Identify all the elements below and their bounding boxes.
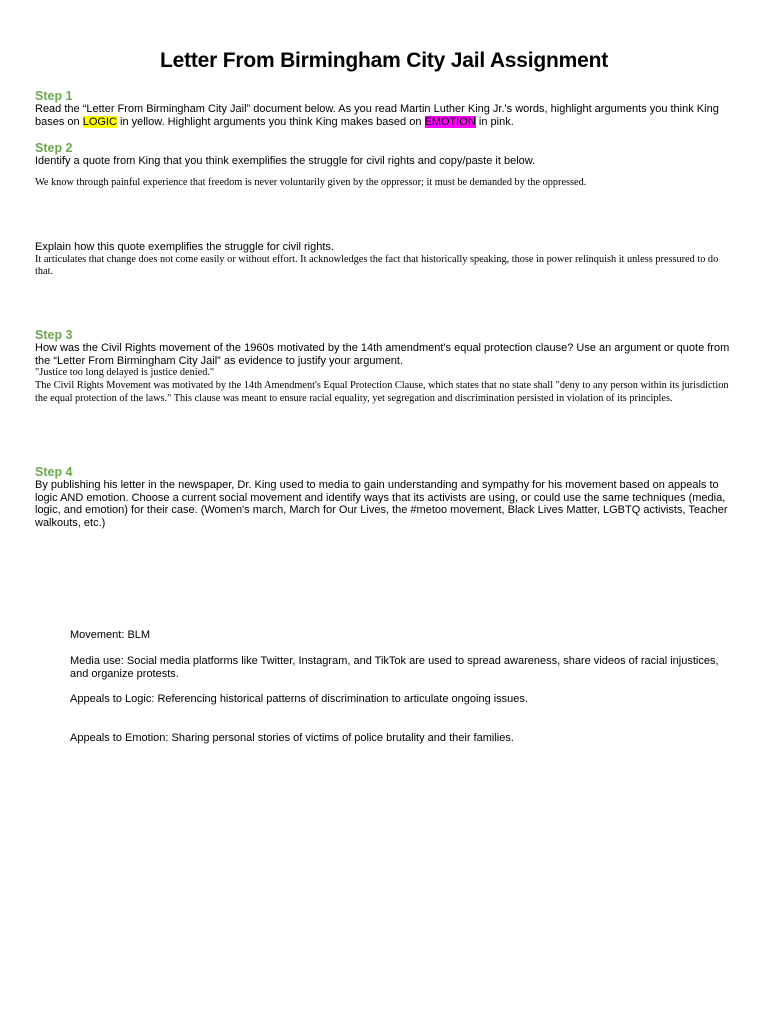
step4-heading: Step 4 [35, 465, 73, 479]
logic-highlight: LOGIC [82, 115, 117, 128]
step3-quote: "Justice too long delayed is justice denied." [35, 367, 215, 379]
step1-section [35, 89, 735, 128]
step4-media-block [70, 655, 730, 680]
step2-explain-answer: It articulates that change does not come easily or without effort. It acknowledges the fact that historically speaking, those in power relinquish it unless pressured to do that. [35, 253, 719, 278]
step4-section [35, 465, 735, 529]
step1-text-b: in yellow. Highlight arguments you think King makes based on [116, 115, 425, 128]
emotion-highlight: EMOTION [424, 115, 476, 128]
step2-heading: Step 2 [35, 141, 73, 155]
step2-prompt: Identify a quote from King that you think exemplifies the struggle for civil rights and copy/paste it below. [35, 155, 536, 167]
step3-answer: The Civil Rights Movement was motivated by the 14th Amendment's Equal Protection Clause, which states that no state shall "deny to any person within its jurisdiction the equal protection of the laws." This clause was meant to ensure racial equality, yet segregation and discrimination persisted in violation of its principles. [35, 379, 729, 404]
step2-explain-block [35, 241, 735, 279]
step1-heading: Step 1 [35, 89, 73, 103]
step4-emotion-block [70, 732, 730, 745]
step1-text-a: Read the “Letter From Birmingham City Jail” document below. As you read Martin Luther King Jr.'s words, highlight arguments you think King bases on [35, 103, 719, 128]
step3-heading: Step 3 [35, 328, 73, 342]
step2-quote: We know through painful experience that freedom is never voluntarily given by the oppressor; it must be demanded by the oppressed. [35, 177, 587, 188]
step3-prompt: How was the Civil Rights movement of the 1960s motivated by the 14th amendment's equal protection clause? Use an argument or quote from the “Letter From Birmingham City Jail” as evidence to justify your argument. [35, 342, 730, 367]
page-title: Letter From Birmingham City Jail Assignment [159, 49, 609, 72]
step4-emotion-appeal: Appeals to Emotion: Sharing personal stories of victims of police brutality and their families. [70, 732, 514, 744]
step2-explain-prompt: Explain how this quote exemplifies the struggle for civil rights. [35, 241, 334, 253]
step3-section [35, 328, 735, 406]
step4-prompt: By publishing his letter in the newspaper, Dr. King used to media to gain understanding and sympathy for his movement based on appeals to logic AND emotion. Choose a current social movement and identify ways that its activists are using, or could use the same techniques (media, logic, and emotion) for their case. (Women's march, March for Our Lives, the #metoo movement, Black Lives Matter, LGBTQ activists, Teacher walkouts, etc.) [35, 479, 728, 529]
step4-media-use: Media use: Social media platforms like Twitter, Instagram, and TikTok are used to spread awareness, share videos of racial injustices, and organize protests. [70, 655, 719, 680]
step1-text-c: in pink. [475, 115, 514, 128]
step2-section [35, 141, 735, 168]
step4-logic-appeal: Appeals to Logic: Referencing historical patterns of discrimination to articulate ongoing issues. [70, 693, 528, 705]
step4-logic-block [70, 693, 730, 706]
step4-movement-block [70, 629, 730, 642]
step4-movement: Movement: BLM [70, 629, 151, 641]
step1-instructions [35, 103, 735, 128]
step2-quote-block [35, 177, 735, 190]
